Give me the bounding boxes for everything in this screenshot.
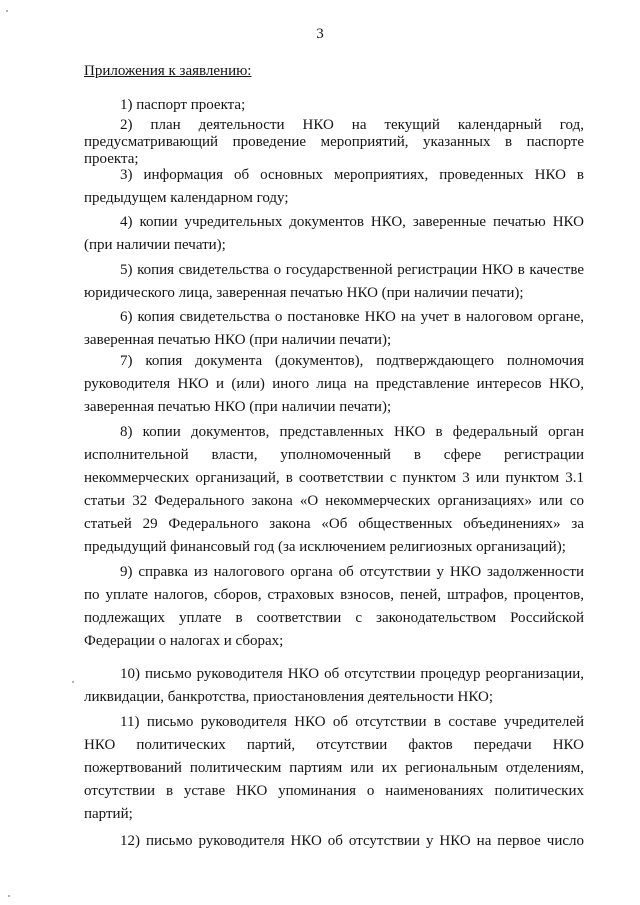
list-item-10 xyxy=(84,663,584,709)
list-item-8-line-5: статьей 29 Федерального закона «Об общественных объединениях» за xyxy=(84,516,584,532)
list-item-7-line-2: руководителя НКО и (или) иного лица на представление интересов НКО, xyxy=(84,376,584,392)
scan-speck-top-left xyxy=(6,10,8,12)
list-item-3-line-1: 3) информация об основных мероприятиях, проведенных НКО в xyxy=(120,167,584,183)
list-item-8 xyxy=(84,421,584,559)
list-item-10-line-2: ликвидации, банкротства, приостановления деятельности НКО; xyxy=(84,689,494,705)
list-item-6-line-2: заверенная печатью НКО (при наличии печати); xyxy=(84,332,392,348)
list-item-11-line-4: отсутствии в уставе НКО упоминания о наименованиях политических xyxy=(84,783,584,799)
list-item-11-line-5: партий; xyxy=(84,806,133,822)
list-item-1-line-1: 1) паспорт проекта; xyxy=(120,97,246,113)
list-item-12 xyxy=(84,830,584,853)
list-item-8-line-4: статьи 32 Федерального закона «О некоммерческих организациях» или со xyxy=(84,493,584,509)
list-item-9-line-3: подлежащих уплате в соответствии с законодательством Российской xyxy=(84,610,584,626)
list-item-6 xyxy=(84,306,584,352)
list-item-4-line-1: 4) копии учредительных документов НКО, заверенные печатью НКО xyxy=(120,214,584,230)
list-item-1 xyxy=(84,94,584,117)
list-item-5-line-1: 5) копия свидетельства о государственной регистрации НКО в качестве xyxy=(120,262,584,278)
list-item-8-line-2: исполнительной власти, уполномоченный в сфере регистрации xyxy=(84,447,584,463)
list-item-8-line-1: 8) копии документов, представленных НКО в федеральный орган xyxy=(120,424,584,440)
list-item-10-line-1: 10) письмо руководителя НКО об отсутствии процедур реорганизации, xyxy=(120,666,584,682)
list-item-2-line-3: проекта; xyxy=(84,151,139,167)
list-item-5-line-2: юридического лица, заверенная печатью НКО (при наличии печати); xyxy=(84,285,524,301)
list-item-11 xyxy=(84,711,584,826)
list-item-11-line-3: пожертвований политическим партиям или их региональным отделениям, xyxy=(84,760,584,776)
list-item-8-line-3: некоммерческих организаций, в соответствии с пунктом 3 или пунктом 3.1 xyxy=(84,470,584,486)
list-item-7-line-3: заверенная печатью НКО (при наличии печати); xyxy=(84,399,392,415)
scan-speck-left xyxy=(72,681,74,683)
list-item-6-line-1: 6) копия свидетельства о постановке НКО на учет в налоговом органе, xyxy=(120,309,584,325)
list-item-9 xyxy=(84,561,584,653)
list-item-9-line-1: 9) справка из налогового органа об отсутствии у НКО задолженности xyxy=(120,564,584,580)
list-item-4-line-2: (при наличии печати); xyxy=(84,237,226,253)
list-item-3 xyxy=(84,164,584,210)
list-item-7-line-1: 7) копия документа (документов), подтверждающего полномочия xyxy=(120,353,584,369)
list-item-11-line-2: НКО политических партий, отсутствии фактов передачи НКО xyxy=(84,737,584,753)
list-item-5 xyxy=(84,259,584,305)
list-item-9-line-4: Федерации о налогах и сборах; xyxy=(84,633,284,649)
list-item-4 xyxy=(84,211,584,257)
list-item-8-line-6: предыдущий финансовый год (за исключением религиозных организаций); xyxy=(84,539,566,555)
list-item-7 xyxy=(84,350,584,419)
list-item-9-line-2: по уплате налогов, сборов, страховых взносов, пеней, штрафов, процентов, xyxy=(84,587,584,603)
list-item-2-line-2: предусматривающий проведение мероприятий, указанных в паспорте xyxy=(84,134,584,150)
list-item-11-line-1: 11) письмо руководителя НКО об отсутствии в составе учредителей xyxy=(120,714,584,730)
list-item-3-line-2: предыдущем календарном году; xyxy=(84,190,289,206)
list-item-2-line-1: 2) план деятельности НКО на текущий календарный год, xyxy=(120,117,584,133)
list-item-2 xyxy=(84,117,584,168)
list-item-12-line-1: 12) письмо руководителя НКО об отсутствии у НКО на первое число xyxy=(120,833,584,849)
attachments-heading: Приложения к заявлению: xyxy=(84,63,252,79)
page-number: 3 xyxy=(316,26,324,42)
scan-speck-bottom-left xyxy=(8,895,10,897)
